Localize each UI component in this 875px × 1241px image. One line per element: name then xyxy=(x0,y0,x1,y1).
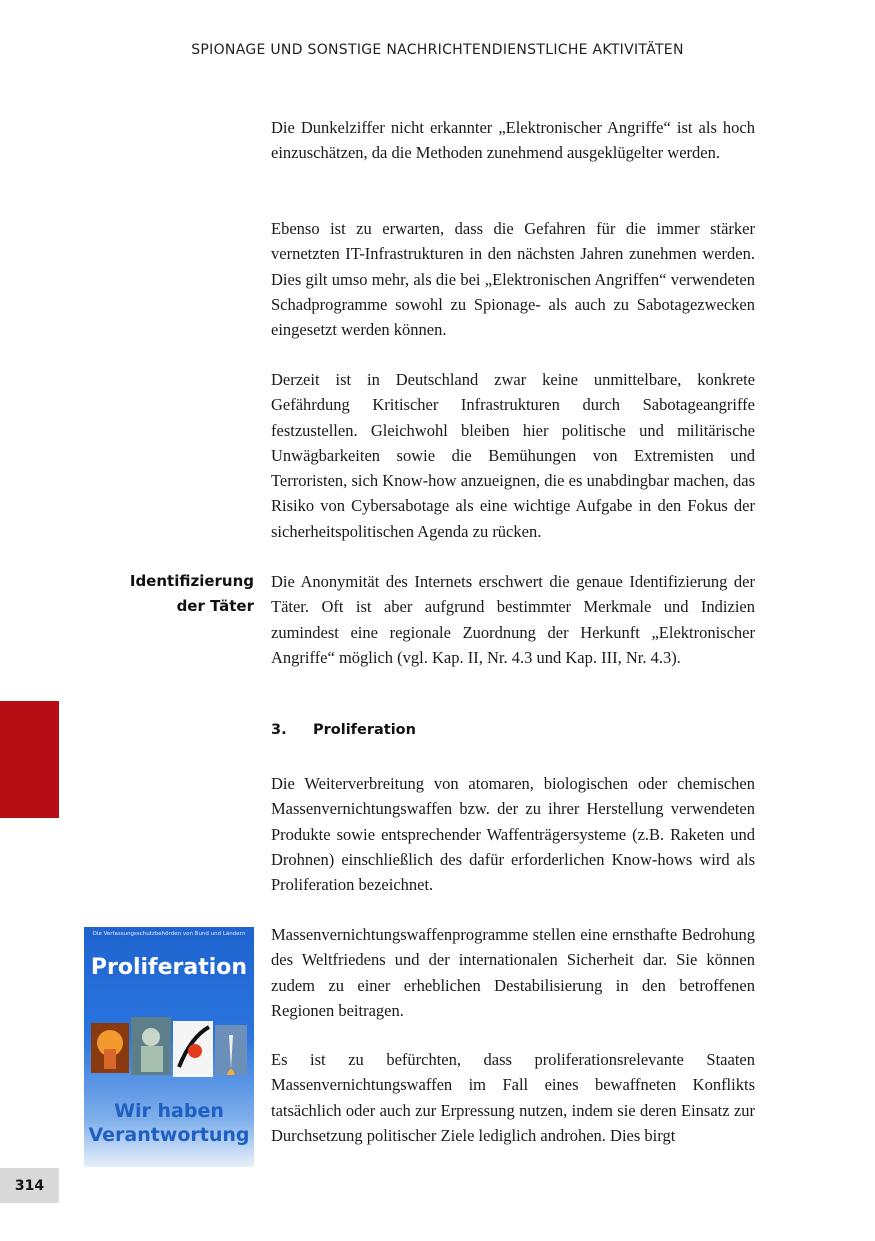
paragraph-text: Derzeit ist in Deutschland zwar keine unmittelbare, konkrete Gefährdung Kritischer Infrastrukturen durch Sabotageangriffe festzustellen. Gleichwohl bleiben hier politische und militärische Unwägbarkeiten sowie die Bemühungen von Extremisten und Terroristen, sich Know-how anzueignen, die es unabdingbar machen, das Risiko von Cybersabotage als eine wichtige Aufgabe in den Fokus der sicherheitspolitischen Agenda zu rücken. xyxy=(271,370,755,541)
section-heading xyxy=(271,722,416,738)
paragraph-sabotage xyxy=(271,367,755,544)
paragraph-programme xyxy=(271,922,755,1023)
chapter-tab-marker xyxy=(0,701,59,818)
paragraph-anonymitaet xyxy=(271,569,755,670)
cover-title: Proliferation xyxy=(90,955,248,980)
page-number: 314 xyxy=(0,1168,59,1203)
paragraph-gefahren xyxy=(271,216,755,342)
paragraph-text: Es ist zu befürchten, dass proliferationsrelevante Staaten Massenvernichtungswaffen im Fall eines bewaffneten Konflikts tatsächlich oder auch zur Erpressung nutzen, indem sie deren Einsatz zur Durchsetzung politischer Ziele lediglich androhen. Dies birgt xyxy=(271,1050,755,1145)
paragraph-text: Ebenso ist zu erwarten, dass die Gefahren für die immer stärker vernetzten IT-Infrastrukturen in den nächsten Jahren zunehmen werden. Dies gilt umso mehr, als die bei „Elektronischen Angriffen“ verwendeten Schadprogramme sowohl zu Spionage- als auch zu Sabotagezwecken eingesetzt werden können. xyxy=(271,219,755,340)
paragraph-dunkelziffer xyxy=(271,115,755,166)
paragraph-text: Die Anonymität des Internets erschwert die genaue Identifizierung der Täter. Oft ist aber aufgrund bestimmter Merkmale und Indizien zumindest eine regionale Zuordnung der Herkunft „Elektronischer Angriffe“ möglich (vgl. Kap. II, Nr. 4.3 und Kap. III, Nr. 4.3). xyxy=(271,572,755,667)
section-title: Proliferation xyxy=(313,722,416,738)
cover-subtitle xyxy=(84,1099,254,1147)
section-number: 3. xyxy=(271,722,287,738)
cover-photo-collage xyxy=(91,1017,247,1079)
paragraph-befuerchten xyxy=(271,1047,755,1148)
paragraph-text: Massenvernichtungswaffenprogramme stellen eine ernsthafte Bedrohung des Weltfriedens und der internationalen Sicherheit dar. Sie können zudem zu einer erheblichen Destabilisierung in den betroffenen Regionen beitragen. xyxy=(271,925,755,1020)
paragraph-text: Die Dunkelziffer nicht erkannter „Elektronischer Angriffe“ ist als hoch einzuschätzen, da die Methoden zunehmend ausgeklügelter werden. xyxy=(271,118,755,163)
margin-heading-line1: Identifizierung xyxy=(129,572,254,590)
cover-subtitle-line1: Wir haben xyxy=(114,1100,224,1122)
cover-publisher-line: Die Verfassungsschutzbehörden von Bund und Ländern xyxy=(92,931,246,937)
cover-subtitle-line2: Verantwortung xyxy=(88,1124,250,1146)
paragraph-text: Die Weiterverbreitung von atomaren, biologischen oder chemischen Massenvernichtungswaffen bzw. der zu ihrer Herstellung verwendeten Produkte sowie entsprechender Waffenträgersysteme (z.B. Raketen und Drohnen) einschließlich des dafür erforderlichen Know-hows wird als Proliferation bezeichnet. xyxy=(271,774,755,895)
brochure-cover-image xyxy=(84,927,254,1167)
margin-heading xyxy=(100,569,254,620)
paragraph-weiterverbreitung xyxy=(271,771,755,897)
margin-heading-line2: der Täter xyxy=(176,597,254,616)
running-header: SPIONAGE UND SONSTIGE NACHRICHTENDIENSTLICHE AKTIVITÄTEN xyxy=(191,42,684,58)
